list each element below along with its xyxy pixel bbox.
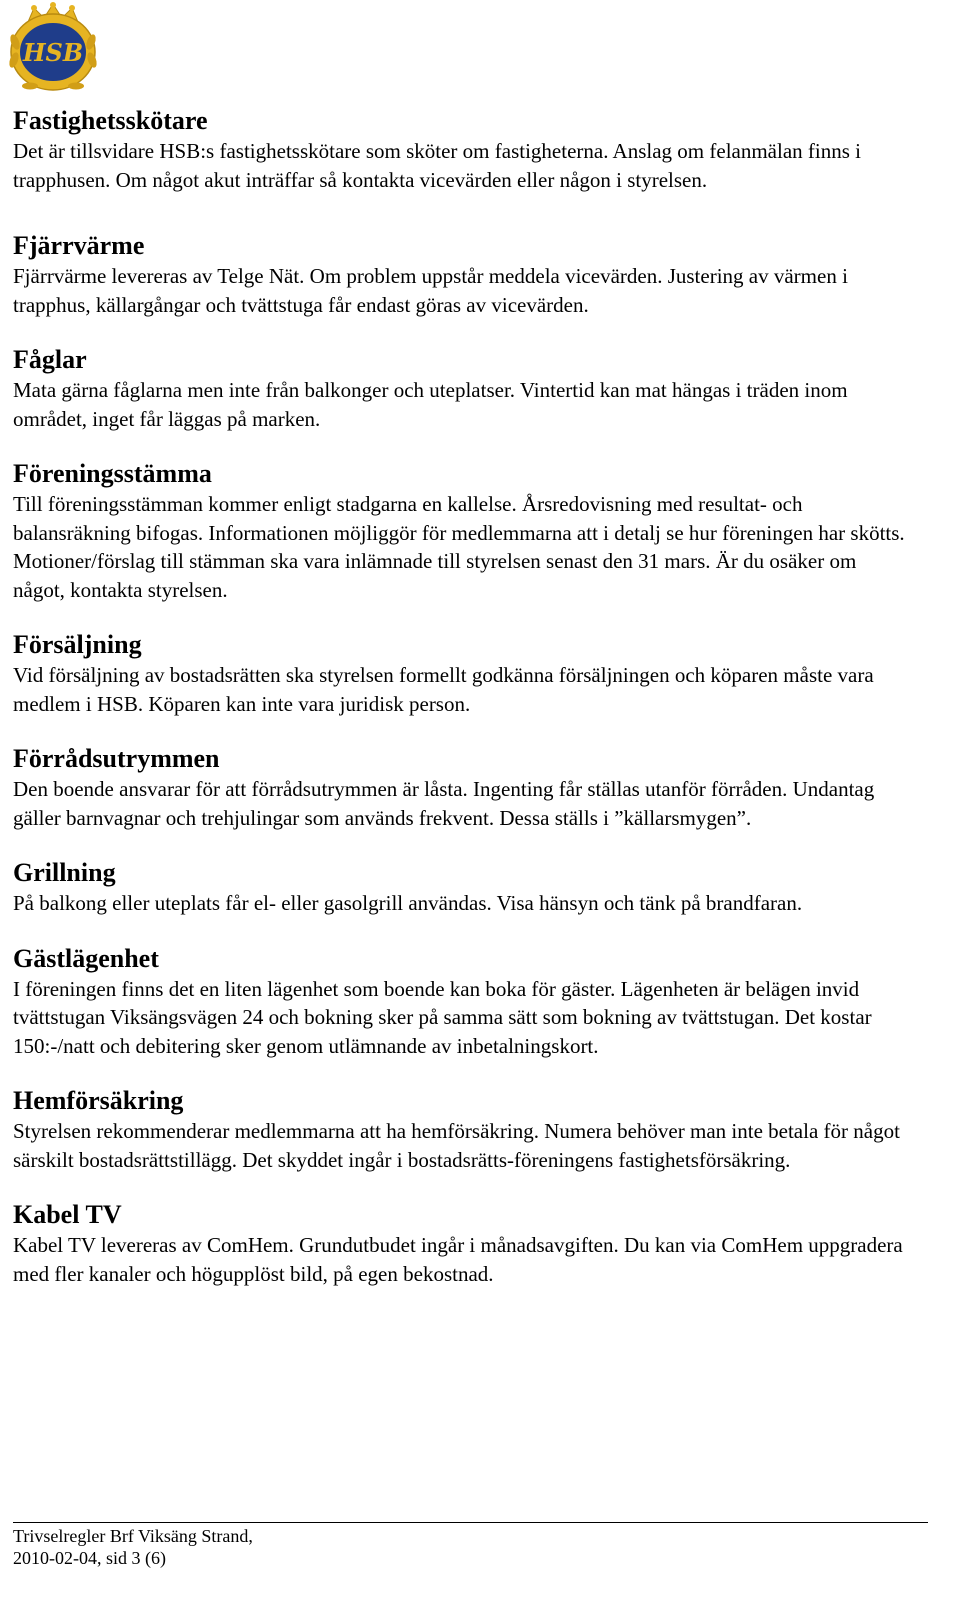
section-heading: Föreningsstämma (13, 459, 212, 488)
section-heading: Fåglar (13, 345, 87, 374)
footer-page-info: 2010-02-04, sid 3 (6) (13, 1548, 166, 1568)
section-forradsutrymmen (13, 743, 913, 832)
section-gastlagenhet (13, 943, 913, 1061)
section-faglar (13, 344, 913, 433)
document-body (13, 105, 913, 1288)
hsb-logo (6, 2, 100, 94)
footer-document-title: Trivselregler Brf Viksäng Strand, (13, 1526, 253, 1546)
section-heading: Fjärrvärme (13, 231, 145, 260)
hsb-logo-icon (6, 2, 100, 94)
section-fjarrvarme (13, 230, 913, 319)
section-heading: Grillning (13, 858, 116, 887)
section-text: I föreningen finns det en liten lägenhet som boende kan boka för gäster. Lägenheten är belägen invid tvättstugan Viksängsvägen 24 och bokning sker på samma sätt som bokning av tvättstugan. Det kostar 150:-/natt och debitering sker genom utlämnande av inbetalningskort. (13, 976, 872, 1058)
section-kabel-tv (13, 1199, 913, 1288)
section-text: Styrelsen rekommenderar medlemmarna att ha hemförsäkring. Numera behöver man inte betala för något särskilt bostadsrättstillägg. Det skyddet ingår i bostadsrätts-föreningens fastighetsförsäkring. (13, 1119, 900, 1172)
section-heading: Fastighetsskötare (13, 106, 208, 135)
section-heading: Hemförsäkring (13, 1086, 184, 1115)
section-heading: Gästlägenhet (13, 943, 159, 973)
section-hemforsakring (13, 1085, 913, 1174)
section-text: Den boende ansvarar för att förrådsutrymmen är låsta. Ingenting får ställas utanför förråden. Undantag gäller barnvagnar och trehjulingar som används frekvent. Dessa ställs i ”källarsmygen”. (13, 777, 875, 830)
section-text: Kabel TV levereras av ComHem. Grundutbudet ingår i månadsavgiften. Du kan via ComHem uppgradera med fler kanaler och högupplöst bild, på egen bekostnad. (13, 1233, 903, 1286)
section-text: På balkong eller uteplats får el- eller gasolgrill användas. Visa hänsyn och tänk på brandfaran. (13, 891, 803, 915)
section-heading: Kabel TV (13, 1200, 122, 1229)
section-text: Fjärrvärme levereras av Telge Nät. Om problem uppstår meddela vicevärden. Justering av värmen i trapphus, källargångar och tvättstuga får endast göras av vicevärden. (13, 264, 848, 317)
section-heading: Försäljning (13, 630, 142, 659)
svg-text:HSB: HSB (22, 38, 84, 67)
section-grillning (13, 857, 913, 918)
section-foreningsstamma (13, 458, 913, 604)
section-text: Det är tillsvidare HSB:s fastighetsskötare som sköter om fastigheterna. Anslag om felanmälan finns i trapphusen. Om något akut inträffar så kontakta vicevärden eller någon i styrelsen. (13, 139, 861, 192)
footer-divider (13, 1522, 928, 1523)
section-text: Vid försäljning av bostadsrätten ska styrelsen formellt godkänna försäljningen och köparen måste vara medlem i HSB. Köparen kan inte vara juridisk person. (13, 663, 874, 716)
section-heading: Förrådsutrymmen (13, 744, 220, 773)
section-forsaljning (13, 629, 913, 718)
section-text: Till föreningsstämman kommer enligt stadgarna en kallelse. Årsredovisning med resultat- och balansräkning bifogas. Informationen möjliggör för medlemmarna att i detalj se hur föreningen har skötts. Motioner/förslag till stämman ska vara inlämnade till styrelsen senast den 31 mars. Är du osäker om något, kontakta styrelsen. (13, 492, 905, 602)
section-fastighetsskotare (13, 105, 913, 194)
section-text: Mata gärna fåglarna men inte från balkonger och uteplatser. Vintertid kan mat hängas i träden inom området, inget får läggas på marken. (13, 378, 848, 431)
page-footer (13, 1525, 253, 1569)
